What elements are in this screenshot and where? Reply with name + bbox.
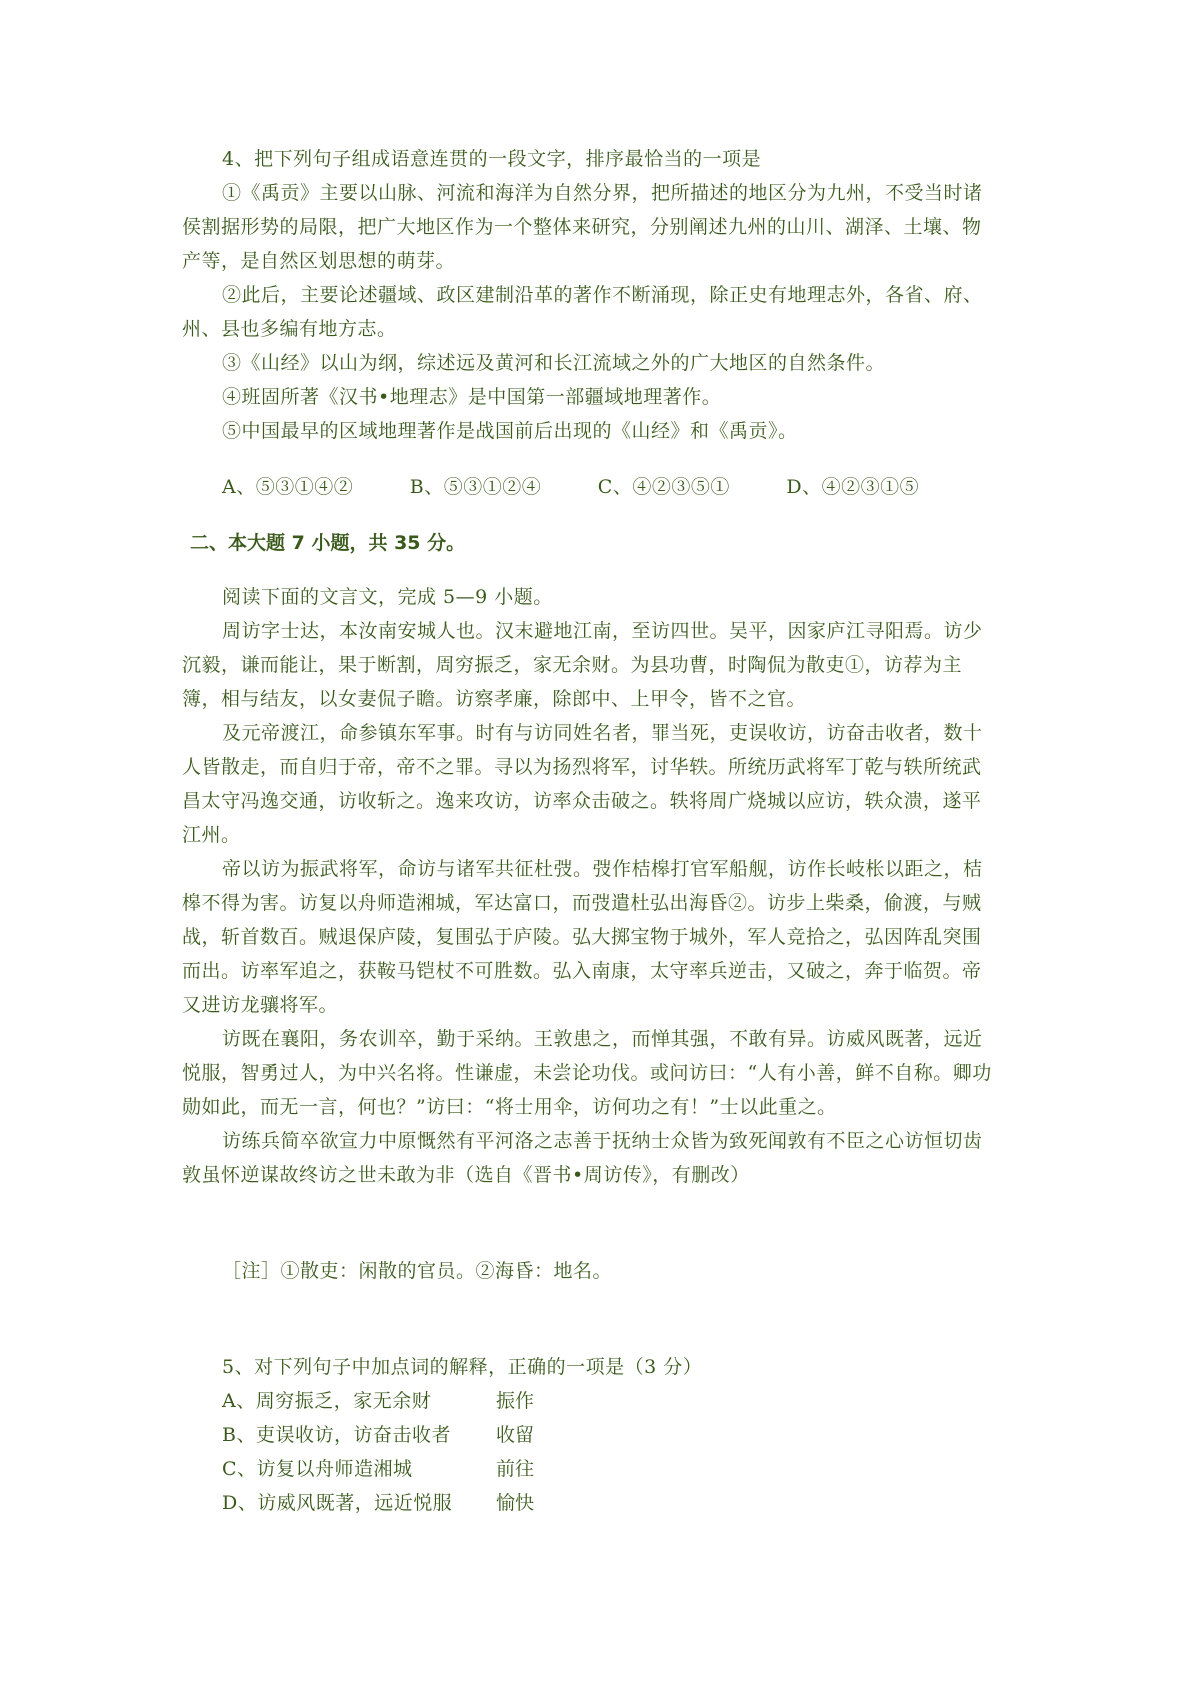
passage-note: ［注］①散吏：闲散的官员。②海昏：地名。 (222, 1260, 613, 1282)
passage-p2-line-3: 昌太守冯逸交通，访收斩之。逸来攻访，访率众击破之。轶将周广烧城以应访，轶众溃，遂平 (182, 790, 982, 812)
q4-option-c: C、④②③⑤① (597, 476, 730, 498)
q4-stem: 4、把下列句子组成语意连贯的一段文字，排序最恰当的一项是 (222, 148, 762, 170)
passage-p1-line-1: 周访字士达，本汝南安城人也。汉末避地江南，至访四世。吴平，因家庐江寻阳焉。访少 (222, 620, 983, 642)
passage-p5-line-2: 敦虽怀逆谋故终访之世未敢为非（选自《晋书•周访传》，有删改） (182, 1164, 750, 1186)
q4-sentence-4: ④班固所著《汉书•地理志》是中国第一部疆域地理著作。 (222, 386, 722, 408)
q5-option-c: C、访复以舟师造湘城 (222, 1458, 413, 1480)
q4-sentence-2-line-1: ②此后，主要论述疆域、政区建制沿革的著作不断涌现，除正史有地理志外，各省、府、 (222, 284, 983, 306)
passage-p3-line-4: 而出。访率军追之，获鞍马铠杖不可胜数。弘入南康，太守率兵逆击，又破之，奔于临贺。帝 (182, 960, 982, 982)
q4-sentence-1-line-2: 侯割据形势的局限，把广大地区作为一个整体来研究，分别阐述九州的山川、湖泽、土壤、物 (182, 216, 982, 238)
q4-sentence-2-line-2: 州、县也多编有地方志。 (182, 318, 397, 340)
q4-option-d: D、④②③①⑤ (786, 476, 920, 498)
q5-option-d-meaning: 愉快 (496, 1492, 535, 1514)
q4-sentence-5: ⑤中国最早的区域地理著作是战国前后出现的《山经》和《禹贡》。 (222, 420, 798, 442)
q5-option-c-meaning: 前往 (496, 1458, 535, 1480)
passage-p2-line-1: 及元帝渡江，命参镇东军事。时有与访同姓名者，罪当死，吏误收访，访奋击收者，数十 (222, 722, 983, 744)
passage-p4-line-3: 勋如此，而无一言，何也？”访曰：“将士用伞，访何功之有！”士以此重之。 (182, 1096, 837, 1118)
passage-p1-line-3: 簿，相与结友，以女妻侃子瞻。访察孝廉，除郎中、上甲令，皆不之官。 (182, 688, 807, 710)
q4-sentence-3: ③《山经》以山为纲，综述远及黄河和长江流域之外的广大地区的自然条件。 (222, 352, 886, 374)
passage-p2-line-4: 江州。 (182, 824, 241, 846)
passage-p3-line-5: 又进访龙骧将军。 (182, 994, 339, 1016)
q5-stem: 5、对下列句子中加点词的解释，正确的一项是（3 分） (222, 1356, 703, 1378)
q4-option-b: B、⑤③①②④ (409, 476, 542, 498)
passage-p1-line-2: 沉毅，谦而能让，果于断割，周穷振乏，家无余财。为县功曹，时陶侃为散吏①，访荐为主 (182, 654, 963, 676)
passage-p3-line-1: 帝以访为振武将军，命访与诸军共征杜弢。弢作桔槔打官军船舰，访作长岐枨以距之，桔 (222, 858, 983, 880)
q4-sentence-1-line-3: 产等，是自然区划思想的萌芽。 (182, 250, 456, 272)
passage-intro: 阅读下面的文言文，完成 5—9 小题。 (222, 586, 553, 608)
q5-option-b: B、吏误收访，访奋击收者 (222, 1424, 451, 1446)
passage-p4-line-2: 悦服，智勇过人，为中兴名将。性谦虚，未尝论功伐。或问访曰：“人有小善，鲜不自称。卿功 (182, 1062, 992, 1084)
passage-p4-line-1: 访既在襄阳，务农训卒，勤于采纳。王敦患之，而惮其强，不敢有异。访威风既著，远近 (222, 1028, 983, 1050)
passage-p3-line-3: 战，斩首数百。贼退保庐陵，复围弘于庐陵。弘大掷宝物于城外，军人竞拾之，弘因阵乱突围 (182, 926, 982, 948)
q5-option-d: D、访威风既著，远近悦服 (222, 1492, 453, 1514)
q5-option-a: A、周穷振乏，家无余财 (222, 1390, 432, 1412)
q5-option-a-meaning: 振作 (496, 1390, 535, 1412)
q5-option-b-meaning: 收留 (496, 1424, 535, 1446)
q4-sentence-1-line-1: ①《禹贡》主要以山脉、河流和海洋为自然分界，把所描述的地区分为九州，不受当时诸 (222, 182, 983, 204)
section-heading: 二、本大题 7 小题，共 35 分。 (190, 532, 466, 554)
q4-options (222, 470, 1072, 504)
q4-option-a: A、⑤③①④② (222, 476, 354, 498)
passage-p2-line-2: 人皆散走，而自归于帝，帝不之罪。寻以为扬烈将军，讨华轶。所统历武将军丁乾与轶所统武 (182, 756, 982, 778)
passage-p3-line-2: 槔不得为害。访复以舟师造湘城，军达富口，而弢遣杜弘出海昏②。访步上柴桑，偷渡，与贼 (182, 892, 982, 914)
passage-p5-line-1: 访练兵简卒欲宣力中原慨然有平河洛之志善于抚纳士众皆为致死闻敦有不臣之心访恒切齿 (222, 1130, 983, 1152)
